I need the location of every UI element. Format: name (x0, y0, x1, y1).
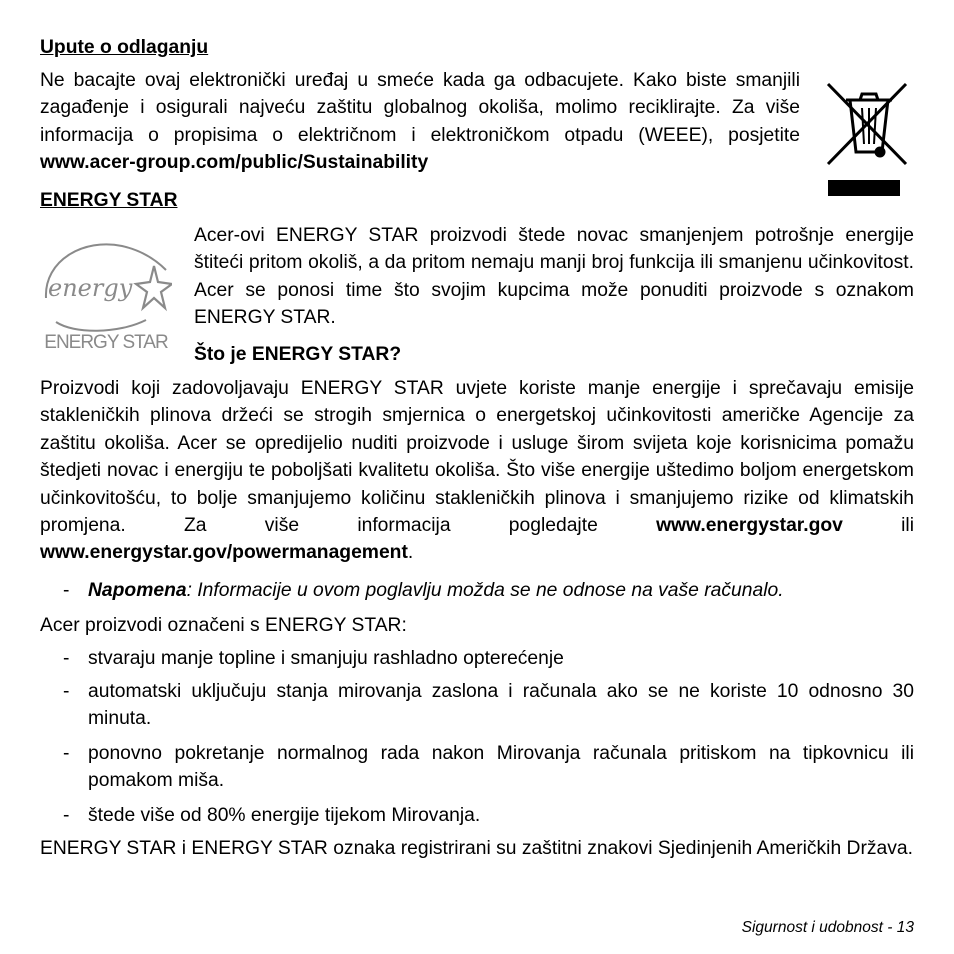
body-period: . (407, 542, 414, 564)
energy-star-heading: ENERGY STAR (40, 190, 178, 211)
or-word: ili (901, 515, 914, 537)
disposal-text: Ne bacajte ovaj elektronički uređaj u smeće kada ga odbacujete. Kako biste smanjili zagađenje i osigurali najveću zaštitu globalnog okoliša, molimo reciklirajte. Za više informacija o propisima o električnom i elektroničkom otpadu (WEEE), posjetite (40, 70, 800, 146)
trademark-paragraph: ENERGY STAR i ENERGY STAR oznaka registrirani su zaštitni znakovi Sjedinjenih Američkih Država. (40, 838, 913, 859)
footer-section: Sigurnost i udobnost - (741, 919, 893, 936)
note-dash: - (63, 580, 70, 601)
what-is-energy-star-heading: Što je ENERGY STAR? (194, 344, 402, 365)
products-intro: Acer proizvodi označeni s ENERGY STAR: (40, 615, 407, 636)
bullet-dash: - (63, 805, 70, 826)
disposal-heading: Upute o odlaganju (40, 37, 209, 58)
page-footer (680, 918, 914, 938)
weee-crossed-bin-icon (826, 82, 908, 198)
sustainability-link[interactable]: www.acer-group.com/public/Sustainability (40, 152, 429, 174)
note-label: Napomena (88, 580, 187, 601)
bullet-dash: - (63, 743, 70, 764)
bullet-item: automatski uključuju stanja mirovanja zaslona i računala ako se ne koriste 10 odnosno 30 minuta. (88, 681, 914, 730)
bullet-dash: - (63, 681, 70, 702)
note-text: : Informacije u ovom poglavlju možda se ne odnose na vaše računalo. (186, 580, 784, 601)
energy-star-logo-caption: ENERGY STAR (44, 332, 168, 353)
bullet-item: štede više od 80% energije tijekom Mirovanja. (88, 805, 481, 826)
energy-logo-script: energy (48, 274, 133, 302)
energy-star-intro: Acer-ovi ENERGY STAR proizvodi štede novac smanjenjem potrošnje energije štiteći pritom okoliš, a da pritom nemaju manji broj funkcija ili smanjenu učinkovitost. Acer se ponosi time što svojim kupcima može ponuditi proizvode s oznakom ENERGY STAR. (194, 225, 914, 329)
energystar-link[interactable]: www.energystar.gov (656, 515, 843, 537)
energy-star-logo (40, 236, 172, 356)
bullet-item: stvaraju manje topline i smanjuju rashladno opterećenje (88, 648, 564, 669)
energy-star-body-text: Proizvodi koji zadovoljavaju ENERGY STAR uvjete koriste manje energije i sprečavaju emisije stakleničkih plinova držeći se strogih smjernica o energetskoj učinkovitosti američke Agencije za zaštitu okoliša. Acer se opredijelio nuditi proizvode i usluge širom svijeta koje korisnicima pomažu štedjeti novac i energiju te poboljšati kvalitetu okoliša. Što više energije uštedimo boljom energetskom učinkovitošću, to bolje smanjujemo količinu stakleničkih plinova i smanjujemo rizike od klimatskih promjena. Za više informacija pogledajte (40, 378, 914, 537)
footer-page-number: 13 (896, 919, 914, 936)
energy-star-body (40, 375, 914, 567)
bullet-dash: - (63, 648, 70, 669)
note-line (88, 577, 914, 604)
bullet-item: ponovno pokretanje normalnog rada nakon Mirovanja računala pritiskom na tipkovnicu ili pomakom miša. (88, 743, 914, 792)
disposal-paragraph (40, 67, 800, 177)
powermanagement-link[interactable]: www.energystar.gov/powermanagement (40, 542, 408, 564)
